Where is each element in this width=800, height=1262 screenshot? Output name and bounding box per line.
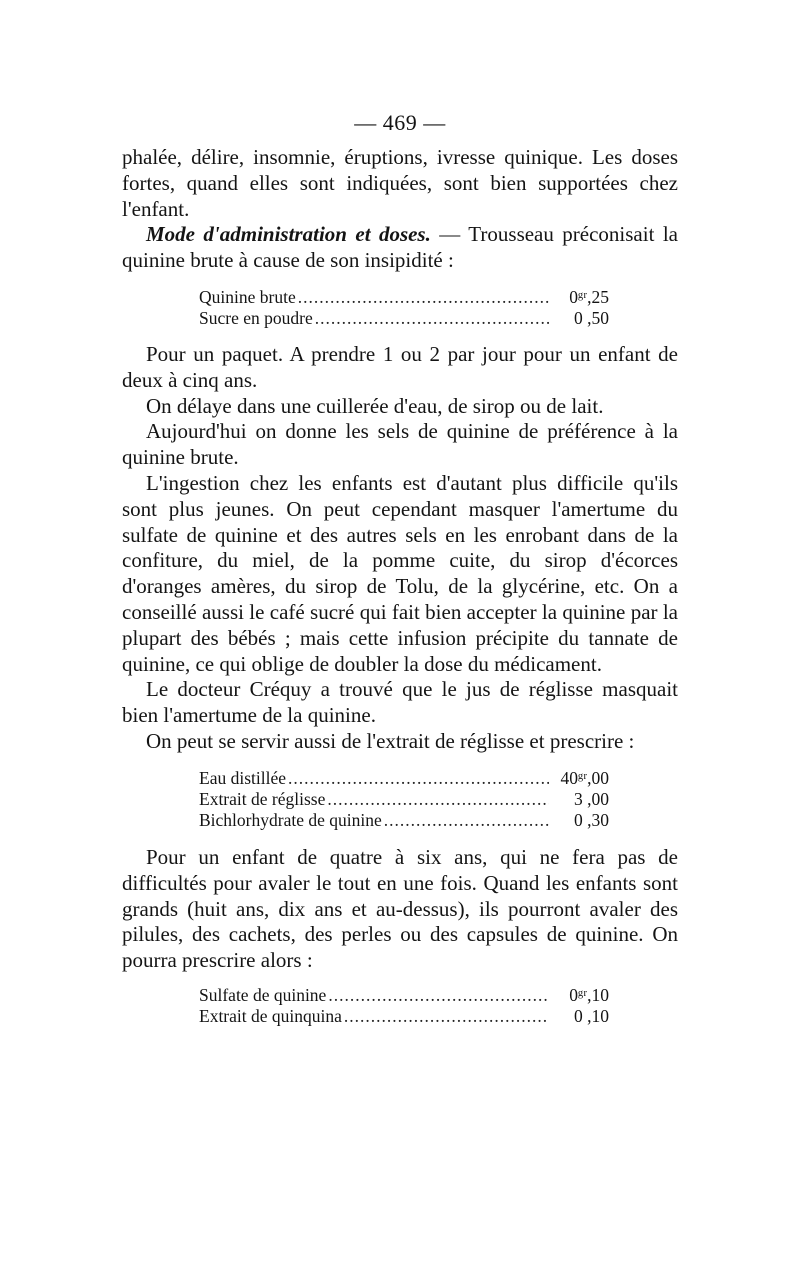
ingredient-dose: 0 ,30 — [574, 810, 609, 831]
ingredient-dose: 40ᵍʳ,00 — [560, 768, 609, 788]
ingredient-name: Extrait de réglisse — [199, 789, 326, 810]
ingredient-name: Sucre en poudre — [199, 308, 313, 329]
formula-row — [199, 308, 609, 329]
formula-2 — [199, 768, 609, 832]
dot-leader — [344, 1006, 549, 1027]
formula-row — [199, 810, 609, 831]
dot-leader — [288, 768, 549, 789]
dot-leader — [328, 985, 549, 1006]
paragraph-1: phalée, délire, insomnie, éruptions, ivresse quinique. Les doses fortes, quand elles sont indiquées, sont bien supportées chez l'enfant. — [122, 145, 678, 221]
formula-row — [199, 768, 609, 789]
ingredient-dose: 0ᵍʳ,25 — [569, 287, 609, 307]
ingredient-name: Eau distillée — [199, 768, 286, 788]
ingredient-dose: 0ᵍʳ,10 — [569, 985, 609, 1005]
formula-row — [199, 287, 609, 308]
ingredient-name: Bichlorhydrate de quinine — [199, 810, 382, 831]
formula-row — [199, 789, 609, 810]
dot-leader — [327, 789, 549, 810]
paragraph-6: L'ingestion chez les enfants est d'autant plus difficile qu'ils sont plus jeunes. On peut cependant masquer l'amertume du sulfate de quinine et des autres sels en les enrobant dans de la confiture, du miel, de la pomme cuite, du sirop d'écorces d'oranges amères, du sirop de Tolu, de la glycérine, etc. On a conseillé aussi le café sucré qui fait bien accepter la quinine par la plupart des bébés ; mais cette infusion précipite du tannate de quinine, ce qui oblige de doubler la dose du médicament. — [122, 470, 678, 676]
text-block-3 — [122, 845, 678, 974]
ingredient-dose: 0 ,10 — [574, 1006, 609, 1027]
text-block-2 — [122, 342, 678, 755]
section-title: Mode d'administration et doses. — [146, 222, 431, 247]
paragraph-7: Le docteur Créquy a trouvé que le jus de réglisse masquait bien l'amertume de la quinine. — [122, 677, 678, 728]
ingredient-name: Sulfate de quinine — [199, 985, 327, 1005]
formula-3 — [199, 985, 609, 1027]
paragraph-5: Aujourd'hui on donne les sels de quinine de préférence à la quinine brute. — [122, 419, 678, 470]
paragraph-9: Pour un enfant de quatre à six ans, qui ne fera pas de difficultés pour avaler le tout en une fois. Quand les enfants sont grands (huit ans, dix ans et au-dessus), ils pourront avaler des pilules, des cachets, des perles ou des capsules de quinine. On pourra prescrire alors : — [122, 845, 678, 973]
paragraph-2 — [122, 222, 678, 274]
ingredient-dose: 3 ,00 — [574, 789, 609, 810]
formula-row — [199, 985, 609, 1006]
formula-row — [199, 1006, 609, 1027]
paragraph-2-text: — Trousseau préconisait la quinine brute à cause de son insipidité : — [122, 222, 678, 273]
ingredient-name: Extrait de quinquina — [199, 1006, 342, 1027]
paragraph-8: On peut se servir aussi de l'extrait de réglisse et prescrire : — [146, 728, 635, 753]
text-block-1 — [122, 145, 678, 274]
ingredient-dose: 0 ,50 — [574, 308, 609, 329]
dot-leader — [298, 287, 549, 308]
paragraph-3: Pour un paquet. A prendre 1 ou 2 par jour pour un enfant de deux à cinq ans. — [122, 342, 678, 392]
paragraph-4: On délaye dans une cuillerée d'eau, de sirop ou de lait. — [146, 393, 604, 418]
ingredient-name: Quinine brute — [199, 287, 296, 307]
page-number: — 469 — — [354, 110, 446, 135]
dot-leader — [384, 810, 549, 831]
dot-leader — [315, 308, 549, 329]
formula-1 — [199, 287, 609, 329]
